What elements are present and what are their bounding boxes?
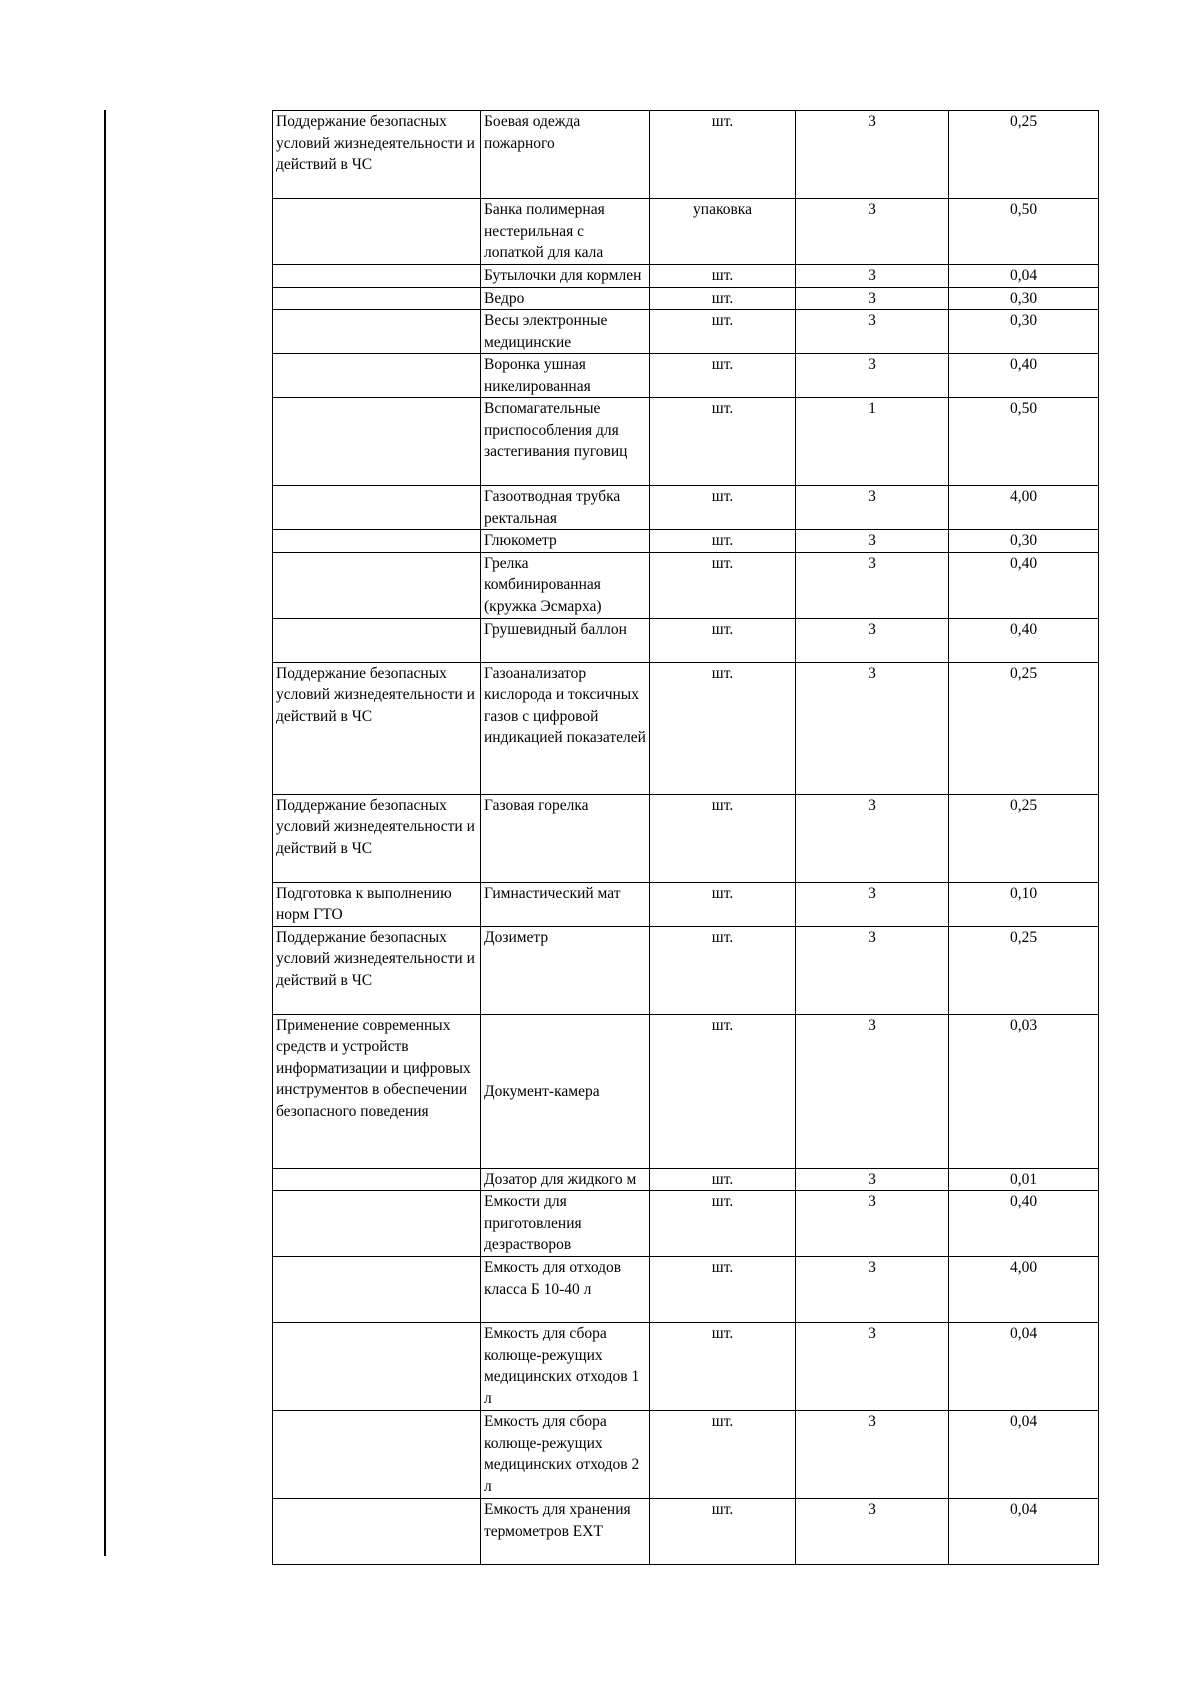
table-row [273, 1168, 1099, 1191]
norm-cell: 0,40 [949, 354, 1099, 398]
unit-cell: шт. [650, 1499, 796, 1565]
norm-cell: 0,04 [949, 1411, 1099, 1499]
norm-cell: 0,40 [949, 1191, 1099, 1257]
item-cell: Гимнастический мат [481, 882, 650, 926]
quantity-cell: 3 [796, 1014, 949, 1168]
activity-cell: Применение современных средств и устройств информатизации и цифровых инструментов в обеспечении безопасного поведения [273, 1014, 481, 1168]
item-cell: Бутылочки для кормлен [481, 265, 650, 288]
unit-cell: шт. [650, 1168, 796, 1191]
activity-cell [273, 398, 481, 486]
quantity-cell: 3 [796, 199, 949, 265]
left-margin-line [104, 110, 106, 1556]
quantity-cell: 3 [796, 552, 949, 618]
norm-cell: 0,40 [949, 552, 1099, 618]
quantity-cell: 3 [796, 1499, 949, 1565]
unit-cell: шт. [650, 662, 796, 794]
table-row [273, 1323, 1099, 1411]
table-row [273, 287, 1099, 310]
item-cell: Газоотводная трубка ректальная [481, 486, 650, 530]
activity-cell [273, 530, 481, 553]
table-row [273, 794, 1099, 882]
unit-cell: шт. [650, 1257, 796, 1323]
quantity-cell: 3 [796, 794, 949, 882]
norm-cell: 0,30 [949, 287, 1099, 310]
table-row [273, 882, 1099, 926]
quantity-cell: 3 [796, 310, 949, 354]
activity-cell [273, 552, 481, 618]
quantity-cell: 3 [796, 111, 949, 199]
norm-cell: 0,50 [949, 398, 1099, 486]
item-cell: Ведро [481, 287, 650, 310]
activity-cell [273, 618, 481, 662]
quantity-cell: 3 [796, 530, 949, 553]
quantity-cell: 3 [796, 1168, 949, 1191]
unit-cell: шт. [650, 618, 796, 662]
norm-cell: 0,30 [949, 530, 1099, 553]
quantity-cell: 1 [796, 398, 949, 486]
unit-cell: шт. [650, 882, 796, 926]
activity-cell [273, 1499, 481, 1565]
table-row [273, 618, 1099, 662]
norm-cell: 0,40 [949, 618, 1099, 662]
activity-cell [273, 265, 481, 288]
table-row [273, 1257, 1099, 1323]
norm-cell: 0,25 [949, 794, 1099, 882]
item-cell: Газоанализатор кислорода и токсичных газов с цифровой индикацией показателей [481, 662, 650, 794]
activity-cell [273, 354, 481, 398]
table-row [273, 1411, 1099, 1499]
item-cell: Грелка комбинированная (кружка Эсмарха) [481, 552, 650, 618]
quantity-cell: 3 [796, 287, 949, 310]
activity-cell: Поддержание безопасных условий жизнедеятельности и действий в ЧС [273, 111, 481, 199]
table-row [273, 1499, 1099, 1565]
table-row [273, 1014, 1099, 1168]
item-cell: Емкость для отходов класса Б 10-40 л [481, 1257, 650, 1323]
unit-cell: шт. [650, 1191, 796, 1257]
table-row [273, 111, 1099, 199]
norm-cell: 0,03 [949, 1014, 1099, 1168]
norm-cell: 0,04 [949, 265, 1099, 288]
quantity-cell: 3 [796, 926, 949, 1014]
norm-cell: 0,01 [949, 1168, 1099, 1191]
quantity-cell: 3 [796, 354, 949, 398]
item-cell: Емкость для сбора колюще-режущих медицинских отходов 1 л [481, 1323, 650, 1411]
unit-cell: шт. [650, 310, 796, 354]
activity-cell [273, 486, 481, 530]
unit-cell: шт. [650, 530, 796, 553]
item-cell: Глюкометр [481, 530, 650, 553]
activity-cell [273, 1191, 481, 1257]
activity-cell [273, 1323, 481, 1411]
unit-cell: шт. [650, 354, 796, 398]
quantity-cell: 3 [796, 618, 949, 662]
activity-cell: Подготовка к выполнению норм ГТО [273, 882, 481, 926]
quantity-cell: 3 [796, 1411, 949, 1499]
activity-cell [273, 310, 481, 354]
activity-cell: Поддержание безопасных условий жизнедеятельности и действий в ЧС [273, 662, 481, 794]
table-row [273, 398, 1099, 486]
activity-cell [273, 287, 481, 310]
table-row [273, 354, 1099, 398]
unit-cell: шт. [650, 287, 796, 310]
item-cell: Дозиметр [481, 926, 650, 1014]
activity-cell [273, 1168, 481, 1191]
item-cell: Банка полимерная нестерильная с лопаткой для кала [481, 199, 650, 265]
norm-cell: 0,25 [949, 662, 1099, 794]
item-cell: Емкость для сбора колюще-режущих медицинских отходов 2 л [481, 1411, 650, 1499]
item-cell: Емкости для приготовления дезрастворов [481, 1191, 650, 1257]
table-row [273, 926, 1099, 1014]
norm-cell: 4,00 [949, 486, 1099, 530]
item-cell: Боевая одежда пожарного [481, 111, 650, 199]
unit-cell: шт. [650, 1014, 796, 1168]
table-row [273, 486, 1099, 530]
table-row [273, 265, 1099, 288]
table-row [273, 1191, 1099, 1257]
unit-cell: шт. [650, 926, 796, 1014]
item-cell: Вспомагательные приспособления для застегивания пуговиц [481, 398, 650, 486]
unit-cell: шт. [650, 398, 796, 486]
norm-cell: 4,00 [949, 1257, 1099, 1323]
activity-cell: Поддержание безопасных условий жизнедеятельности и действий в ЧС [273, 794, 481, 882]
quantity-cell: 3 [796, 882, 949, 926]
activity-cell [273, 1411, 481, 1499]
quantity-cell: 3 [796, 1191, 949, 1257]
item-cell: Воронка ушная никелированная [481, 354, 650, 398]
norm-cell: 0,04 [949, 1499, 1099, 1565]
quantity-cell: 3 [796, 265, 949, 288]
unit-cell: упаковка [650, 199, 796, 265]
norm-cell: 0,04 [949, 1323, 1099, 1411]
unit-cell: шт. [650, 552, 796, 618]
equipment-table [272, 110, 1099, 1565]
quantity-cell: 3 [796, 662, 949, 794]
unit-cell: шт. [650, 794, 796, 882]
table-row [273, 530, 1099, 553]
item-cell: Дозатор для жидкого м [481, 1168, 650, 1191]
item-cell: Документ-камера [481, 1014, 650, 1168]
unit-cell: шт. [650, 1411, 796, 1499]
item-cell: Емкость для хранения термометров EXT [481, 1499, 650, 1565]
unit-cell: шт. [650, 486, 796, 530]
quantity-cell: 3 [796, 486, 949, 530]
activity-cell [273, 1257, 481, 1323]
norm-cell: 0,50 [949, 199, 1099, 265]
norm-cell: 0,25 [949, 111, 1099, 199]
table-row [273, 662, 1099, 794]
norm-cell: 0,10 [949, 882, 1099, 926]
item-cell: Весы электронные медицинские [481, 310, 650, 354]
norm-cell: 0,25 [949, 926, 1099, 1014]
quantity-cell: 3 [796, 1257, 949, 1323]
table-row [273, 552, 1099, 618]
activity-cell [273, 199, 481, 265]
table-row [273, 199, 1099, 265]
item-cell: Грушевидный баллон [481, 618, 650, 662]
item-cell: Газовая горелка [481, 794, 650, 882]
activity-cell: Поддержание безопасных условий жизнедеятельности и действий в ЧС [273, 926, 481, 1014]
norm-cell: 0,30 [949, 310, 1099, 354]
quantity-cell: 3 [796, 1323, 949, 1411]
unit-cell: шт. [650, 111, 796, 199]
table-row [273, 310, 1099, 354]
unit-cell: шт. [650, 1323, 796, 1411]
unit-cell: шт. [650, 265, 796, 288]
